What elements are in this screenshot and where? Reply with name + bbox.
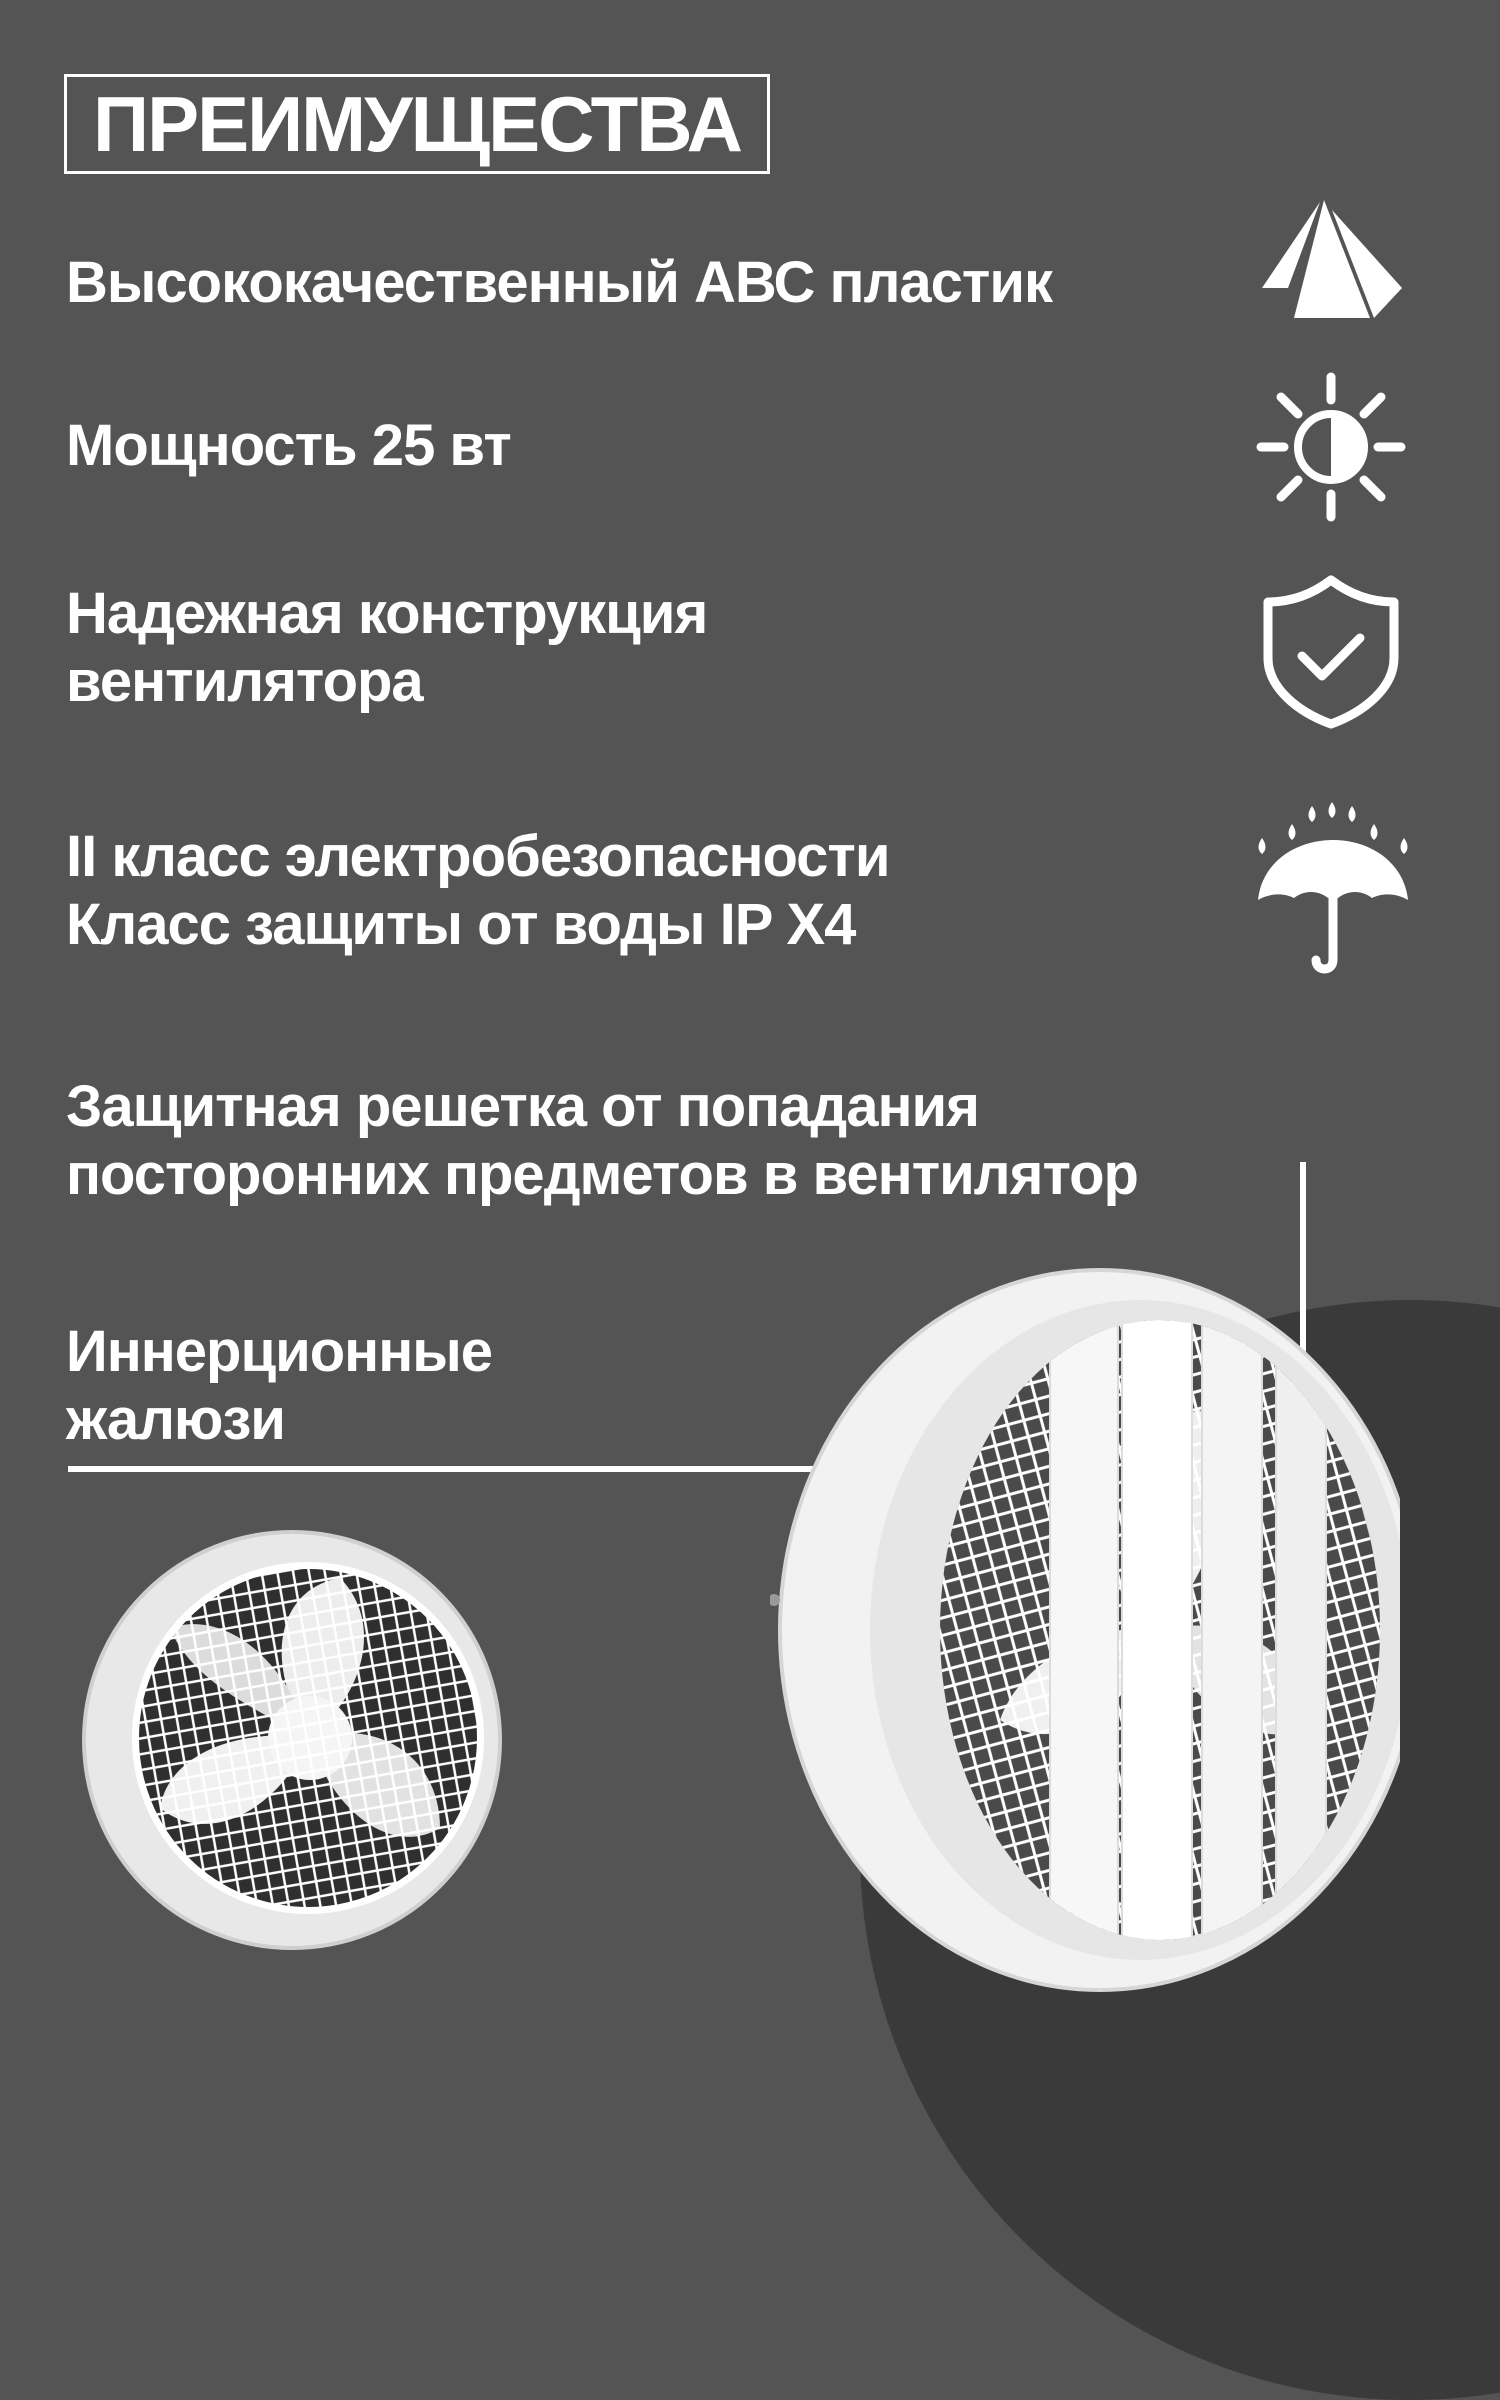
feature-text-line: Класс защиты от воды IP X4 <box>66 892 856 957</box>
feature-construction <box>66 580 707 716</box>
feature-text-line: вентилятора <box>66 649 423 714</box>
feature-text-line: Высококачественный АВС пластик <box>66 250 1053 315</box>
fan-front-image <box>80 1528 510 1958</box>
feature-text-line: посторонних предметов в вентилятор <box>66 1142 1138 1207</box>
feature-text-line: Мощность 25 вт <box>66 413 511 478</box>
shield-check-icon <box>1258 572 1404 732</box>
feature-abs-plastic <box>66 249 1052 317</box>
pyramid-icon <box>1262 196 1404 330</box>
umbrella-rain-icon <box>1252 800 1414 980</box>
feature-protective-grille <box>66 1073 1138 1209</box>
callout-line-shutters <box>68 1466 864 1472</box>
feature-text-line: Иннерционные <box>66 1319 493 1384</box>
feature-text-line: Защитная решетка от попадания <box>66 1074 980 1139</box>
feature-text-line: жалюзи <box>66 1387 285 1452</box>
page-title: ПРЕИМУЩЕСТВА <box>64 74 770 174</box>
feature-inertial-shutters <box>66 1318 492 1454</box>
sun-brightness-icon <box>1256 372 1406 522</box>
feature-text-line: Надежная конструкция <box>66 581 708 646</box>
feature-safety-class <box>66 823 889 959</box>
feature-power <box>66 412 511 480</box>
feature-text-line: II класс электробезопасности <box>66 824 890 889</box>
fan-shutters-image <box>770 1260 1400 2000</box>
